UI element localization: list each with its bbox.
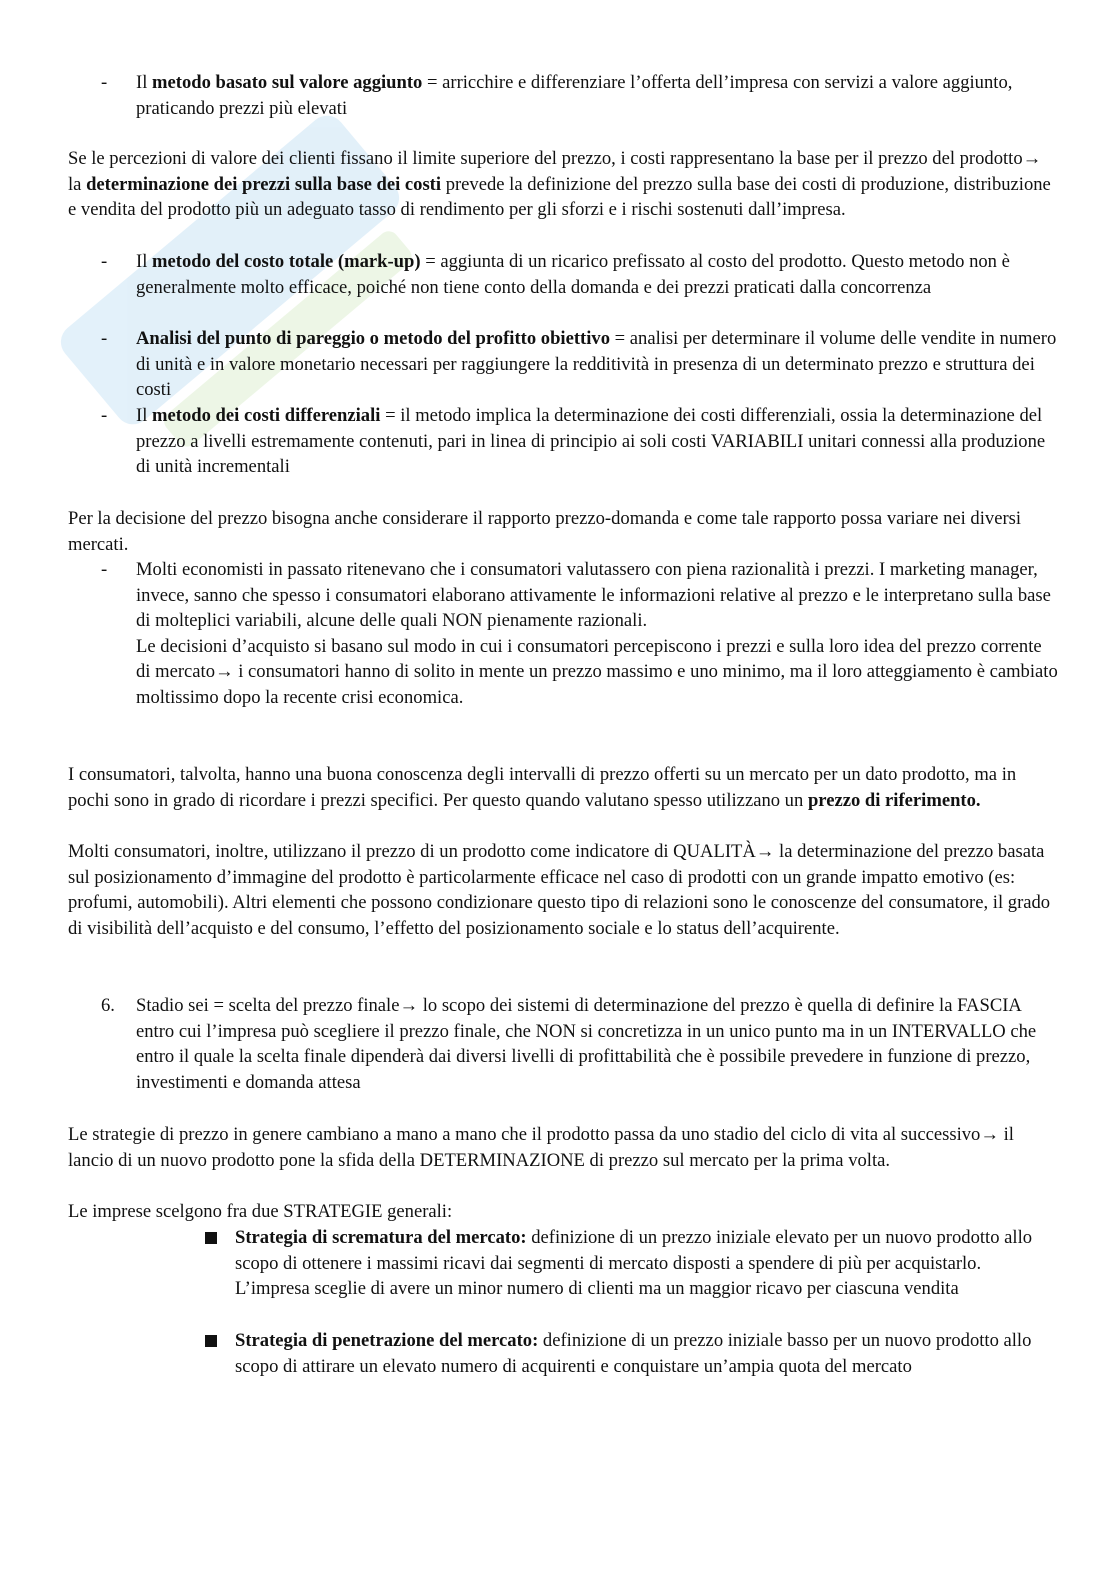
- square-bullet-icon: [205, 1335, 217, 1347]
- arrow-icon: →: [399, 995, 419, 1016]
- list-item: - Il metodo del costo totale (mark-up) = aggiunta di un ricarico prefissato al costo del prodotto. Questo metodo non è generalmente molto efficace, poiché non tiene conto della domanda e dei prezzi praticati dalla concorrenza: [101, 251, 1010, 298]
- list-dash: -: [101, 328, 108, 349]
- list-dash: -: [101, 559, 108, 580]
- square-bullet-icon: [205, 1232, 217, 1244]
- arrow-icon: →: [215, 661, 234, 683]
- bullet-item: Strategia di scrematura del mercato: definizione di un prezzo iniziale elevato per un nuovo prodotto allo scopo di ottenere i massimi ricavi dai segmenti di mercato disposti a spendere di più per acquistarlo. L’impresa sceglie di avere un minor numero di clienti ma un maggior ricavo per ciascuna vendita: [205, 1225, 1055, 1302]
- list-dash: -: [101, 251, 108, 272]
- paragraph: Le imprese scelgono fra due STRATEGIE generali:: [68, 1201, 453, 1222]
- arrow-icon: →: [980, 1124, 999, 1145]
- list-dash: -: [101, 405, 108, 426]
- arrow-icon: →: [755, 841, 775, 862]
- list-item: - Il metodo dei costi differenziali = il metodo implica la determinazione dei costi differenziali, ossia la determinazione del prezzo a livelli estremamente contenuti, pari in linea di principio ai soli costi VARIABILI unitari connessi alla produzione di unità incrementali: [101, 405, 1046, 478]
- bullet-item: Strategia di penetrazione del mercato: definizione di un prezzo iniziale basso per un nuovo prodotto allo scopo di attirare un elevato numero di acquirenti e conquistare un’ampia quota del mercato: [205, 1328, 1055, 1379]
- paragraph: I consumatori, talvolta, hanno una buona conoscenza degli intervalli di prezzo offerti su un mercato per un dato prodotto, ma in pochi sono in grado di ricordare i prezzi specifici. Per questo quando valutano spesso utilizzano un prezzo di riferimento.: [68, 764, 1017, 811]
- list-item: - Analisi del punto di pareggio o metodo del profitto obiettivo = analisi per determinare il volume delle vendite in numero di unità e in valore monetario necessari per raggiungere la redditività in presenza di un determinato prezzo e struttura dei costi: [101, 328, 1057, 401]
- paragraph: Se le percezioni di valore dei clienti fissano il limite superiore del prezzo, i costi rappresentano la base per il prezzo del prodotto→ la determinazione dei prezzi sulla base dei costi prevede la definizione del prezzo sulla base dei costi di produzione, distribuzione e vendita del prodotto più un adeguato tasso di rendimento per gli sforzi e i rischi sostenuti dall’impresa.: [68, 148, 1051, 221]
- list-dash: -: [101, 72, 108, 93]
- list-number: 6.: [101, 995, 115, 1016]
- paragraph: Per la decisione del prezzo bisogna anche considerare il rapporto prezzo-domanda e come tale rapporto possa variare nei diversi mercati.: [68, 508, 1022, 555]
- paragraph: Molti consumatori, inoltre, utilizzano il prezzo di un prodotto come indicatore di QUALITÀ→ la determinazione del prezzo basata sul posizionamento d’immagine del prodotto è particolarmente efficace nel caso di prodotti con un grande impatto emotivo (es: profumi, automobili). Altri elementi che possono condizionare questo tipo di relazioni sono le conoscenze del consumatore, il grado di visibilità dell’acquisto e del consumo, l’effetto del posizionamento sociale e lo status dell’acquirente.: [68, 841, 1051, 939]
- list-item: - Il metodo basato sul valore aggiunto = arricchire e differenziare l’offerta dell’impresa con servizi a valore aggiunto, praticando prezzi più elevati: [101, 72, 1013, 119]
- arrow-icon: →: [1022, 148, 1042, 169]
- paragraph: Le strategie di prezzo in genere cambiano a mano a mano che il prodotto passa da uno stadio del ciclo di vita al successivo→ il lancio di un nuovo prodotto pone la sfida della DETERMINAZIONE di prezzo sul mercato per la prima volta.: [68, 1124, 1014, 1171]
- list-item: - Molti economisti in passato ritenevano che i consumatori valutassero con piena razionalità i prezzi. I marketing manager, invece, sanno che spesso i consumatori elaborano attivamente le informazioni relative al prezzo e le interpretano sulla base di molteplici variabili, alcune delle quali NON pienamente razionali. Le decisioni d’acquisto si basano sul modo in cui i consumatori percepiscono i prezzi e sulla loro idea del prezzo corrente di mercato→ i consumatori hanno di solito in mente un prezzo massimo e uno minimo, ma il loro atteggiamento è cambiato moltissimo dopo la recente crisi economica.: [101, 559, 1058, 708]
- numbered-list-item: 6. Stadio sei = scelta del prezzo finale→ lo scopo dei sistemi di determinazione del prezzo è quella di definire la FASCIA entro cui l’impresa può scegliere il prezzo finale, che NON si concretizza in un unico punto ma in un INTERVALLO che entro il quale la scelta finale dipenderà dai diversi livelli di profittabilità che è possibile prevedere in funzione di prezzo, investimenti e domanda attesa: [101, 995, 1037, 1093]
